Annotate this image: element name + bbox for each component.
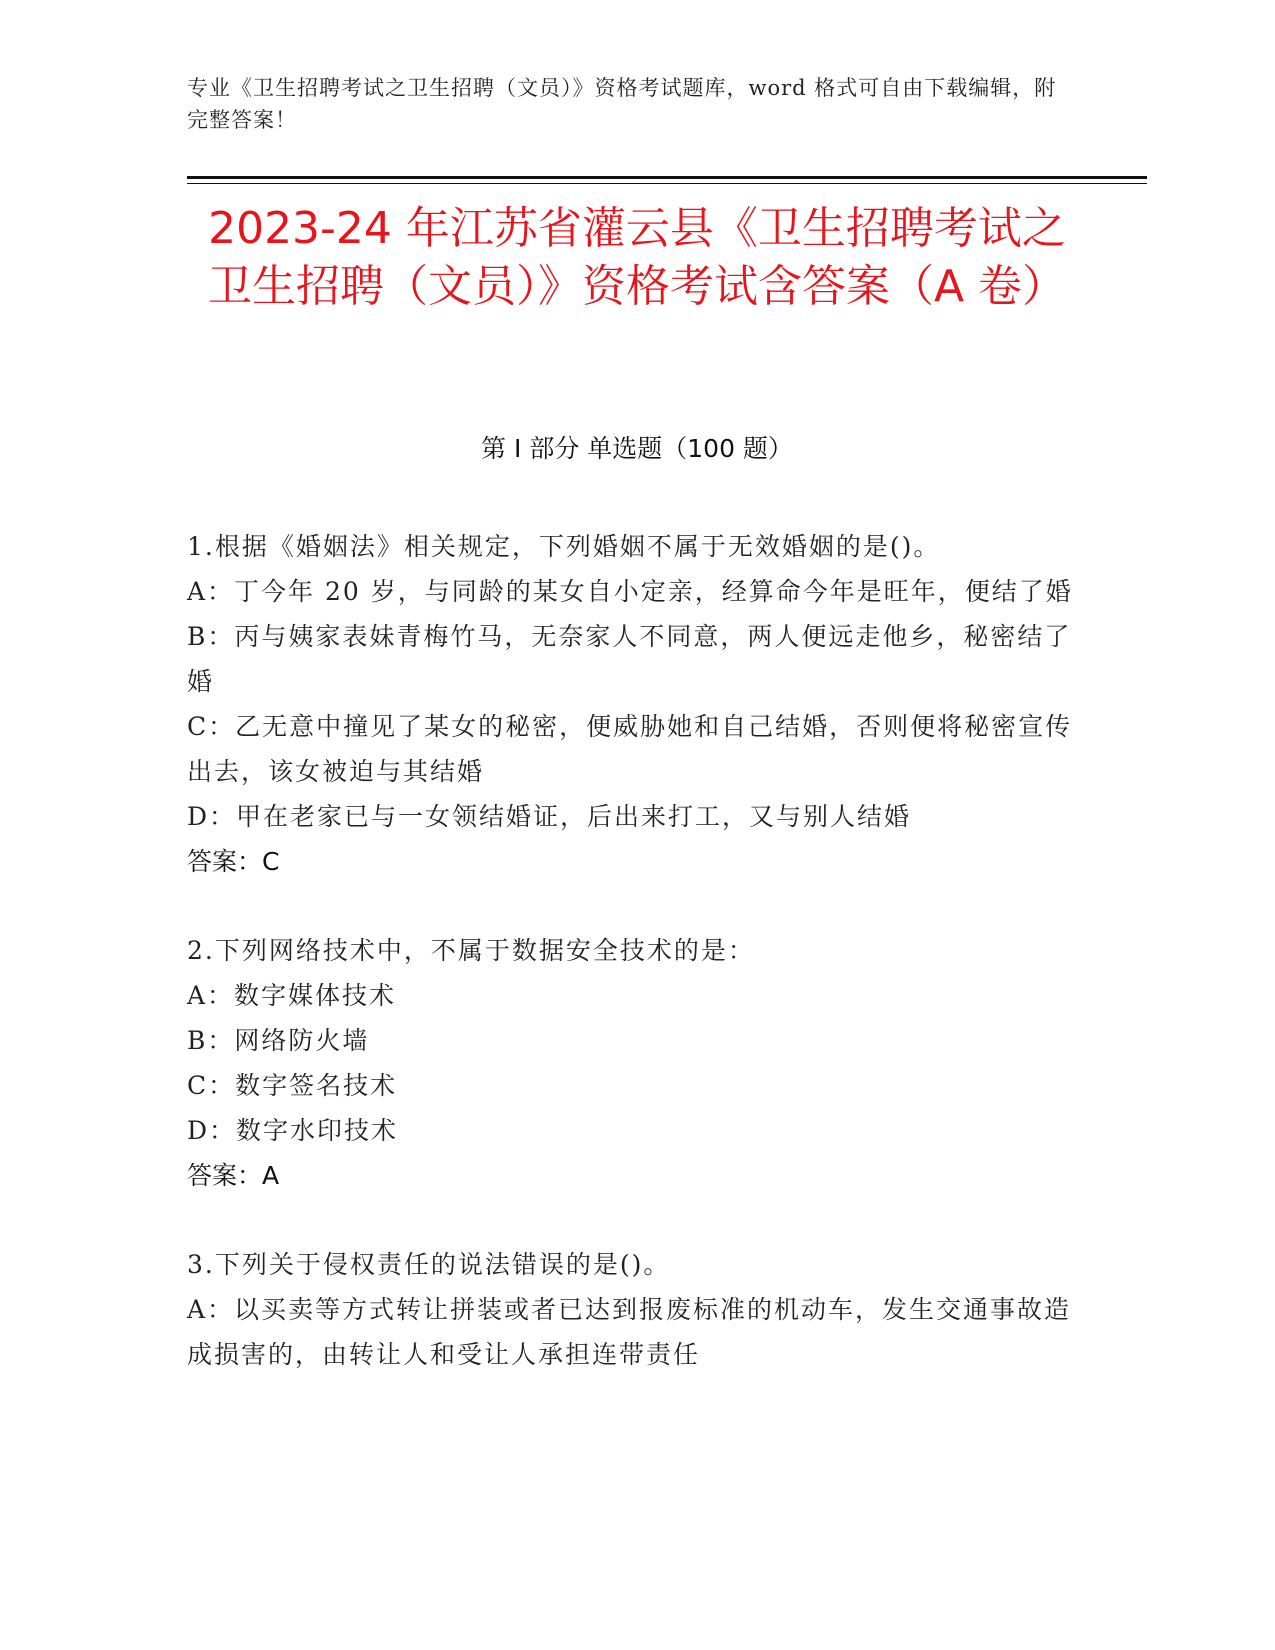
- option-a: A：数字媒体技术: [187, 981, 397, 1010]
- option-c: C：数字签名技术: [187, 1071, 398, 1100]
- header-note: 专业《卫生招聘考试之卫生招聘（文员）》资格考试题库，word 格式可自由下载编辑，附完整答案！: [187, 76, 1057, 132]
- question-3: [187, 1242, 1082, 1377]
- document-title: 2023-24 年江苏省灌云县《卫生招聘考试之卫生招聘（文员）》资格考试含答案（A 卷）: [207, 203, 1067, 312]
- question-stem: 1.根据《婚姻法》相关规定，下列婚姻不属于无效婚姻的是()。: [187, 532, 941, 561]
- option-b: B：丙与姨家表妹青梅竹马，无奈家人不同意，两人便远走他乡，秘密结了婚: [187, 622, 1072, 696]
- header-divider-thick: [187, 176, 1147, 179]
- answer-label: 答案：A: [187, 1161, 280, 1190]
- option-a: A：丁今年 20 岁，与同龄的某女自小定亲，经算命今年是旺年，便结了婚: [187, 577, 1073, 606]
- question-list: [187, 524, 1082, 1421]
- question-2: [187, 928, 1082, 1198]
- option-d: D：甲在老家已与一女领结婚证，后出来打工，又与别人结婚: [187, 802, 912, 831]
- section-heading: 第 I 部分 单选题（100 题）: [481, 434, 793, 463]
- question-1: [187, 524, 1082, 884]
- header-divider-thin: [187, 183, 1147, 184]
- answer-label: 答案：C: [187, 847, 280, 876]
- option-c: C：乙无意中撞见了某女的秘密，便威胁她和自己结婚，否则便将秘密宣传出去，该女被迫与其结婚: [187, 712, 1073, 786]
- option-b: B：网络防火墙: [187, 1026, 370, 1055]
- option-a: A：以买卖等方式转让拼装或者已达到报废标准的机动车，发生交通事故造成损害的，由转让人和受让人承担连带责任: [187, 1295, 1072, 1369]
- question-stem: 2.下列网络技术中，不属于数据安全技术的是：: [187, 936, 755, 965]
- question-stem: 3.下列关于侵权责任的说法错误的是()。: [187, 1250, 671, 1279]
- option-d: D：数字水印技术: [187, 1116, 399, 1145]
